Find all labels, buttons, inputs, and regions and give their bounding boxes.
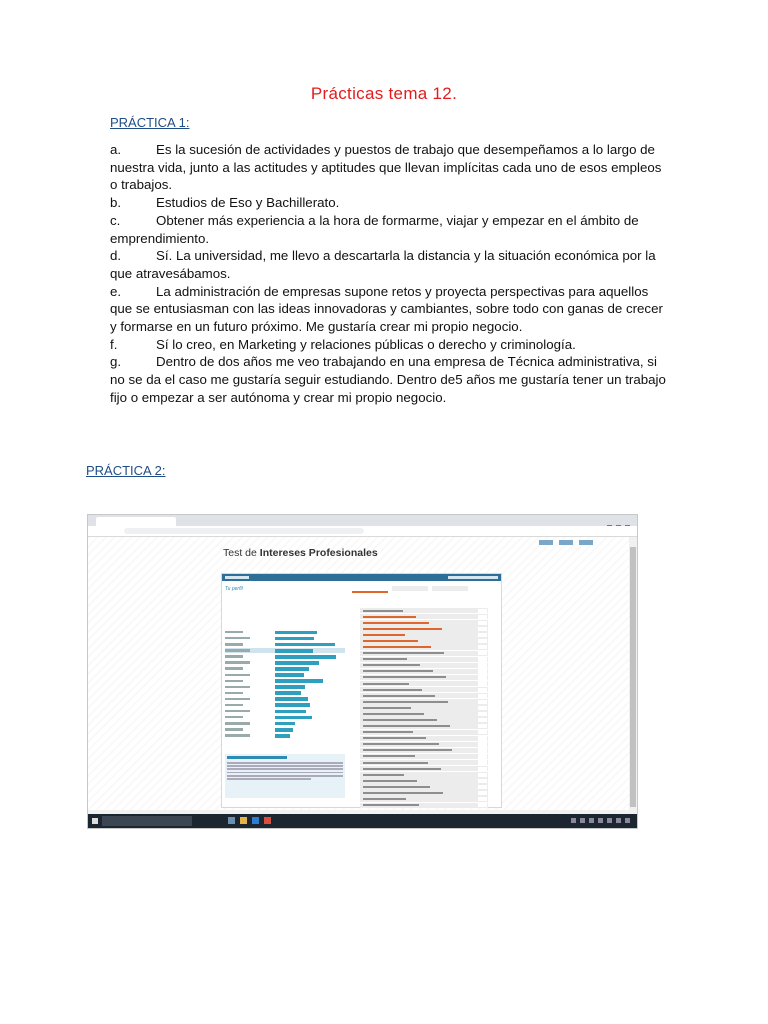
profile-bar [275,667,309,671]
occupation-row[interactable] [360,626,488,631]
profile-bar-row[interactable] [225,721,345,726]
profile-bar [275,637,314,641]
occupation-row[interactable] [360,632,488,637]
taskbar-search-box[interactable] [102,816,192,826]
occupation-text [363,755,415,757]
occupation-score [478,760,487,764]
profile-bar [275,697,308,701]
occupation-text [363,786,430,788]
occupation-row[interactable] [360,657,488,662]
bar-label [225,722,250,724]
profile-bar-row[interactable] [225,673,345,678]
occupation-text [363,707,411,709]
bar-label [225,655,243,657]
occupation-row[interactable] [360,663,488,668]
embedded-screenshot [87,514,638,829]
occupation-score [478,688,487,692]
file-explorer-icon[interactable] [240,817,247,824]
answer-text: Sí. La universidad, me llevo a descartarla la distancia y la situación económica por la que atravesábamos. [110,248,656,281]
browser-icon[interactable] [252,817,259,824]
occupation-text [363,780,417,782]
answer-d [110,247,670,282]
occupation-row[interactable] [360,705,488,710]
occupation-score [478,639,487,643]
occupation-text [363,762,428,764]
profile-bar [275,655,336,659]
occupation-text [363,664,420,666]
occupation-score [478,712,487,716]
occupation-score [478,627,487,631]
occupation-row[interactable] [360,796,488,801]
occupation-row[interactable] [360,742,488,747]
occupation-text [363,713,424,715]
occupation-row[interactable] [360,644,488,649]
window-controls [603,517,633,523]
occupation-score [478,615,487,619]
occupation-score [478,785,487,789]
answer-f [110,336,670,354]
occupation-text [363,737,426,739]
windows-taskbar [88,814,637,828]
profile-bar [275,716,312,720]
occupation-text [363,616,416,618]
occupation-row[interactable] [360,760,488,765]
occupation-tabs [352,586,497,592]
occupation-text [363,731,413,733]
answer-text: Es la sucesión de actividades y puestos de trabajo que desempeñamos a lo largo de nuestra vida, junto a las actitudes y aptitudes que llevan implícitas cada uno de esos empleos o trabajos. [110,142,662,193]
bar-label [225,692,243,694]
profile-description-box [225,754,345,798]
occupation-text [363,640,418,642]
occupation-row[interactable] [360,675,488,680]
bar-label [225,631,243,633]
bar-label [225,728,243,730]
occupation-text [363,774,404,776]
bar-label [225,704,243,706]
profile-bar [275,728,293,732]
occupation-row[interactable] [360,736,488,741]
page-scrollbar[interactable] [629,537,637,814]
profile-bar-row[interactable] [225,630,345,635]
occupation-row[interactable] [360,723,488,728]
answer-text: Sí lo creo, en Marketing y relaciones públicas o derecho y criminología. [156,336,576,352]
occupation-score [478,730,487,734]
occupation-score [478,736,487,740]
profile-bar-row[interactable] [225,660,345,665]
profile-bar-row[interactable] [225,697,345,702]
profile-column [225,586,345,800]
occupation-row[interactable] [360,711,488,716]
answer-e [110,283,670,336]
occupation-row[interactable] [360,784,488,789]
answer-letter: f. [110,336,118,352]
occupation-score [478,609,487,613]
document-title: Prácticas tema 12. [310,84,458,103]
occupation-text [363,652,444,654]
test-page-title [223,547,378,559]
occupation-row[interactable] [360,620,488,625]
windows-start-icon[interactable] [92,818,98,824]
occupation-row[interactable] [360,766,488,771]
answer-letter: b. [110,195,122,211]
occupation-score [478,700,487,704]
profile-bar-row[interactable] [225,666,345,671]
bar-label [225,698,250,700]
occupation-row[interactable] [360,681,488,686]
profile-bar-row[interactable] [225,636,345,641]
title-prefix: Test de [223,547,257,559]
occupation-row[interactable] [360,730,488,735]
profile-bar [275,631,317,635]
occupation-score [478,779,487,783]
bar-label [225,716,243,718]
browser-tab[interactable] [96,517,176,526]
occupation-text [363,622,429,624]
results-header [222,574,501,581]
profile-bar-row[interactable] [225,654,345,659]
profile-bar-row[interactable] [225,679,345,684]
occupation-row[interactable] [360,717,488,722]
bar-label [225,643,243,645]
occupation-text [363,658,407,660]
chrome-icon[interactable] [264,817,271,824]
occupation-row[interactable] [360,748,488,753]
system-tray [571,818,631,823]
occupation-text [363,749,452,751]
occupation-score [478,651,487,655]
occupation-row[interactable] [360,614,488,619]
occupation-text [363,628,442,630]
occupations-column [352,586,497,800]
answer-g [110,353,670,406]
profile-bar [275,643,335,647]
profile-bar [275,691,301,695]
occupation-score [478,675,487,679]
occupation-list [360,608,488,809]
occupation-score [478,663,487,667]
occupation-row[interactable] [360,693,488,698]
occupation-score [478,803,487,807]
occupation-score [478,773,487,777]
occupation-row[interactable] [360,669,488,674]
profile-bar [275,722,295,726]
occupation-score [478,742,487,746]
practica-2-heading: PRÁCTICA 2: [86,463,166,478]
occupation-score [478,797,487,801]
occupation-text [363,798,406,800]
occupation-text [363,725,450,727]
occupation-row[interactable] [360,778,488,783]
answer-text: Estudios de Eso y Bachillerato. [156,195,340,211]
answer-letter: e. [110,283,122,299]
bar-label [225,661,250,663]
tab-all[interactable] [432,586,468,591]
bar-label [225,649,250,651]
profile-bar-row[interactable] [225,715,345,720]
occupation-text [363,792,443,794]
occupation-text [363,676,446,678]
profile-bar [275,649,313,653]
profile-bar [275,661,319,665]
occupation-text [363,670,433,672]
occupation-score [478,724,487,728]
answer-text: La administración de empresas supone retos y proyecta perspectivas para aquellos que se entusiasman con las ideas innovadoras y cambiantes, sobre todo con ganas de crecer y formarse en un futuro próximo. Me gustaría crear mi propio negocio. [110,283,663,335]
occupation-row[interactable] [360,790,488,795]
browser-address-bar [88,526,637,537]
profile-bar [275,673,304,677]
profile-bar-row[interactable] [225,648,345,653]
occupation-row[interactable] [360,754,488,759]
occupation-row[interactable] [360,699,488,704]
occupation-score [478,669,487,673]
bar-label [225,680,243,682]
top-links [539,540,599,545]
occupation-row[interactable] [360,638,488,643]
occupation-score [478,633,487,637]
occupation-text [363,743,439,745]
web-page [88,537,629,814]
browser-tab-bar [88,515,637,526]
occupation-text [363,768,441,770]
profile-bar [275,703,310,707]
occupation-text [363,689,422,691]
results-panel [221,573,502,808]
occupation-text [363,646,431,648]
answer-a [110,141,670,194]
answer-text: Dentro de dos años me veo trabajando en una empresa de Técnica administrativa, si no se da el caso me gustaría seguir estudiando. Dentro de5 años me gustaría tener un trabajo fijo o empezar a ser autónoma y crear mi propio negocio. [110,354,666,405]
occupation-text [363,719,437,721]
occupation-score [478,754,487,758]
profile-bar-row[interactable] [225,691,345,696]
answer-letter: c. [110,212,121,228]
occupation-row[interactable] [360,687,488,692]
occupation-score [478,718,487,722]
occupation-score [478,694,487,698]
practica-1-answers [110,141,670,407]
bar-label [225,686,250,688]
answer-letter: d. [110,248,122,264]
profile-bar-row[interactable] [225,685,345,690]
occupation-score [478,767,487,771]
occupation-score [478,748,487,752]
answer-text: Obtener más experiencia a la hora de formarme, viajar y empezar en el ámbito de emprendimiento. [110,212,639,246]
answer-letter: a. [110,142,122,157]
profile-bars [225,630,345,739]
bar-label [225,734,250,736]
occupation-score [478,681,487,685]
occupation-row[interactable] [360,651,488,656]
occupation-text [363,804,419,806]
occupation-text [363,701,448,703]
profile-label: Tu perfil [225,586,243,592]
occupation-score [478,791,487,795]
tab-sectors[interactable] [392,586,428,591]
answer-letter: g. [110,354,122,370]
occupation-score [478,706,487,710]
profile-bar [275,679,323,683]
occupation-row[interactable] [360,803,488,808]
occupation-text [363,634,405,636]
url-field[interactable] [124,528,364,534]
title-bold: Intereses Profesionales [259,547,378,559]
answer-c [110,212,670,247]
profile-bar-row[interactable] [225,733,345,738]
profile-bar-row[interactable] [225,703,345,708]
profile-bar [275,710,306,714]
practica-1-heading: PRÁCTICA 1: [110,115,190,130]
occupation-score [478,645,487,649]
bar-label [225,710,250,712]
occupation-row[interactable] [360,772,488,777]
tab-occupations[interactable] [352,586,388,593]
occupation-row[interactable] [360,608,488,613]
profile-bar-row[interactable] [225,709,345,714]
answer-b [110,194,670,212]
occupation-score [478,621,487,625]
occupation-score [478,657,487,661]
occupation-text [363,610,403,612]
bar-label [225,667,243,669]
task-view-icon[interactable] [228,817,235,824]
profile-bar-row[interactable] [225,642,345,647]
occupation-text [363,695,435,697]
profile-bar [275,685,305,689]
bar-label [225,674,250,676]
occupation-text [363,683,409,685]
profile-bar-row[interactable] [225,727,345,732]
profile-bar [275,734,290,738]
bar-label [225,637,250,639]
